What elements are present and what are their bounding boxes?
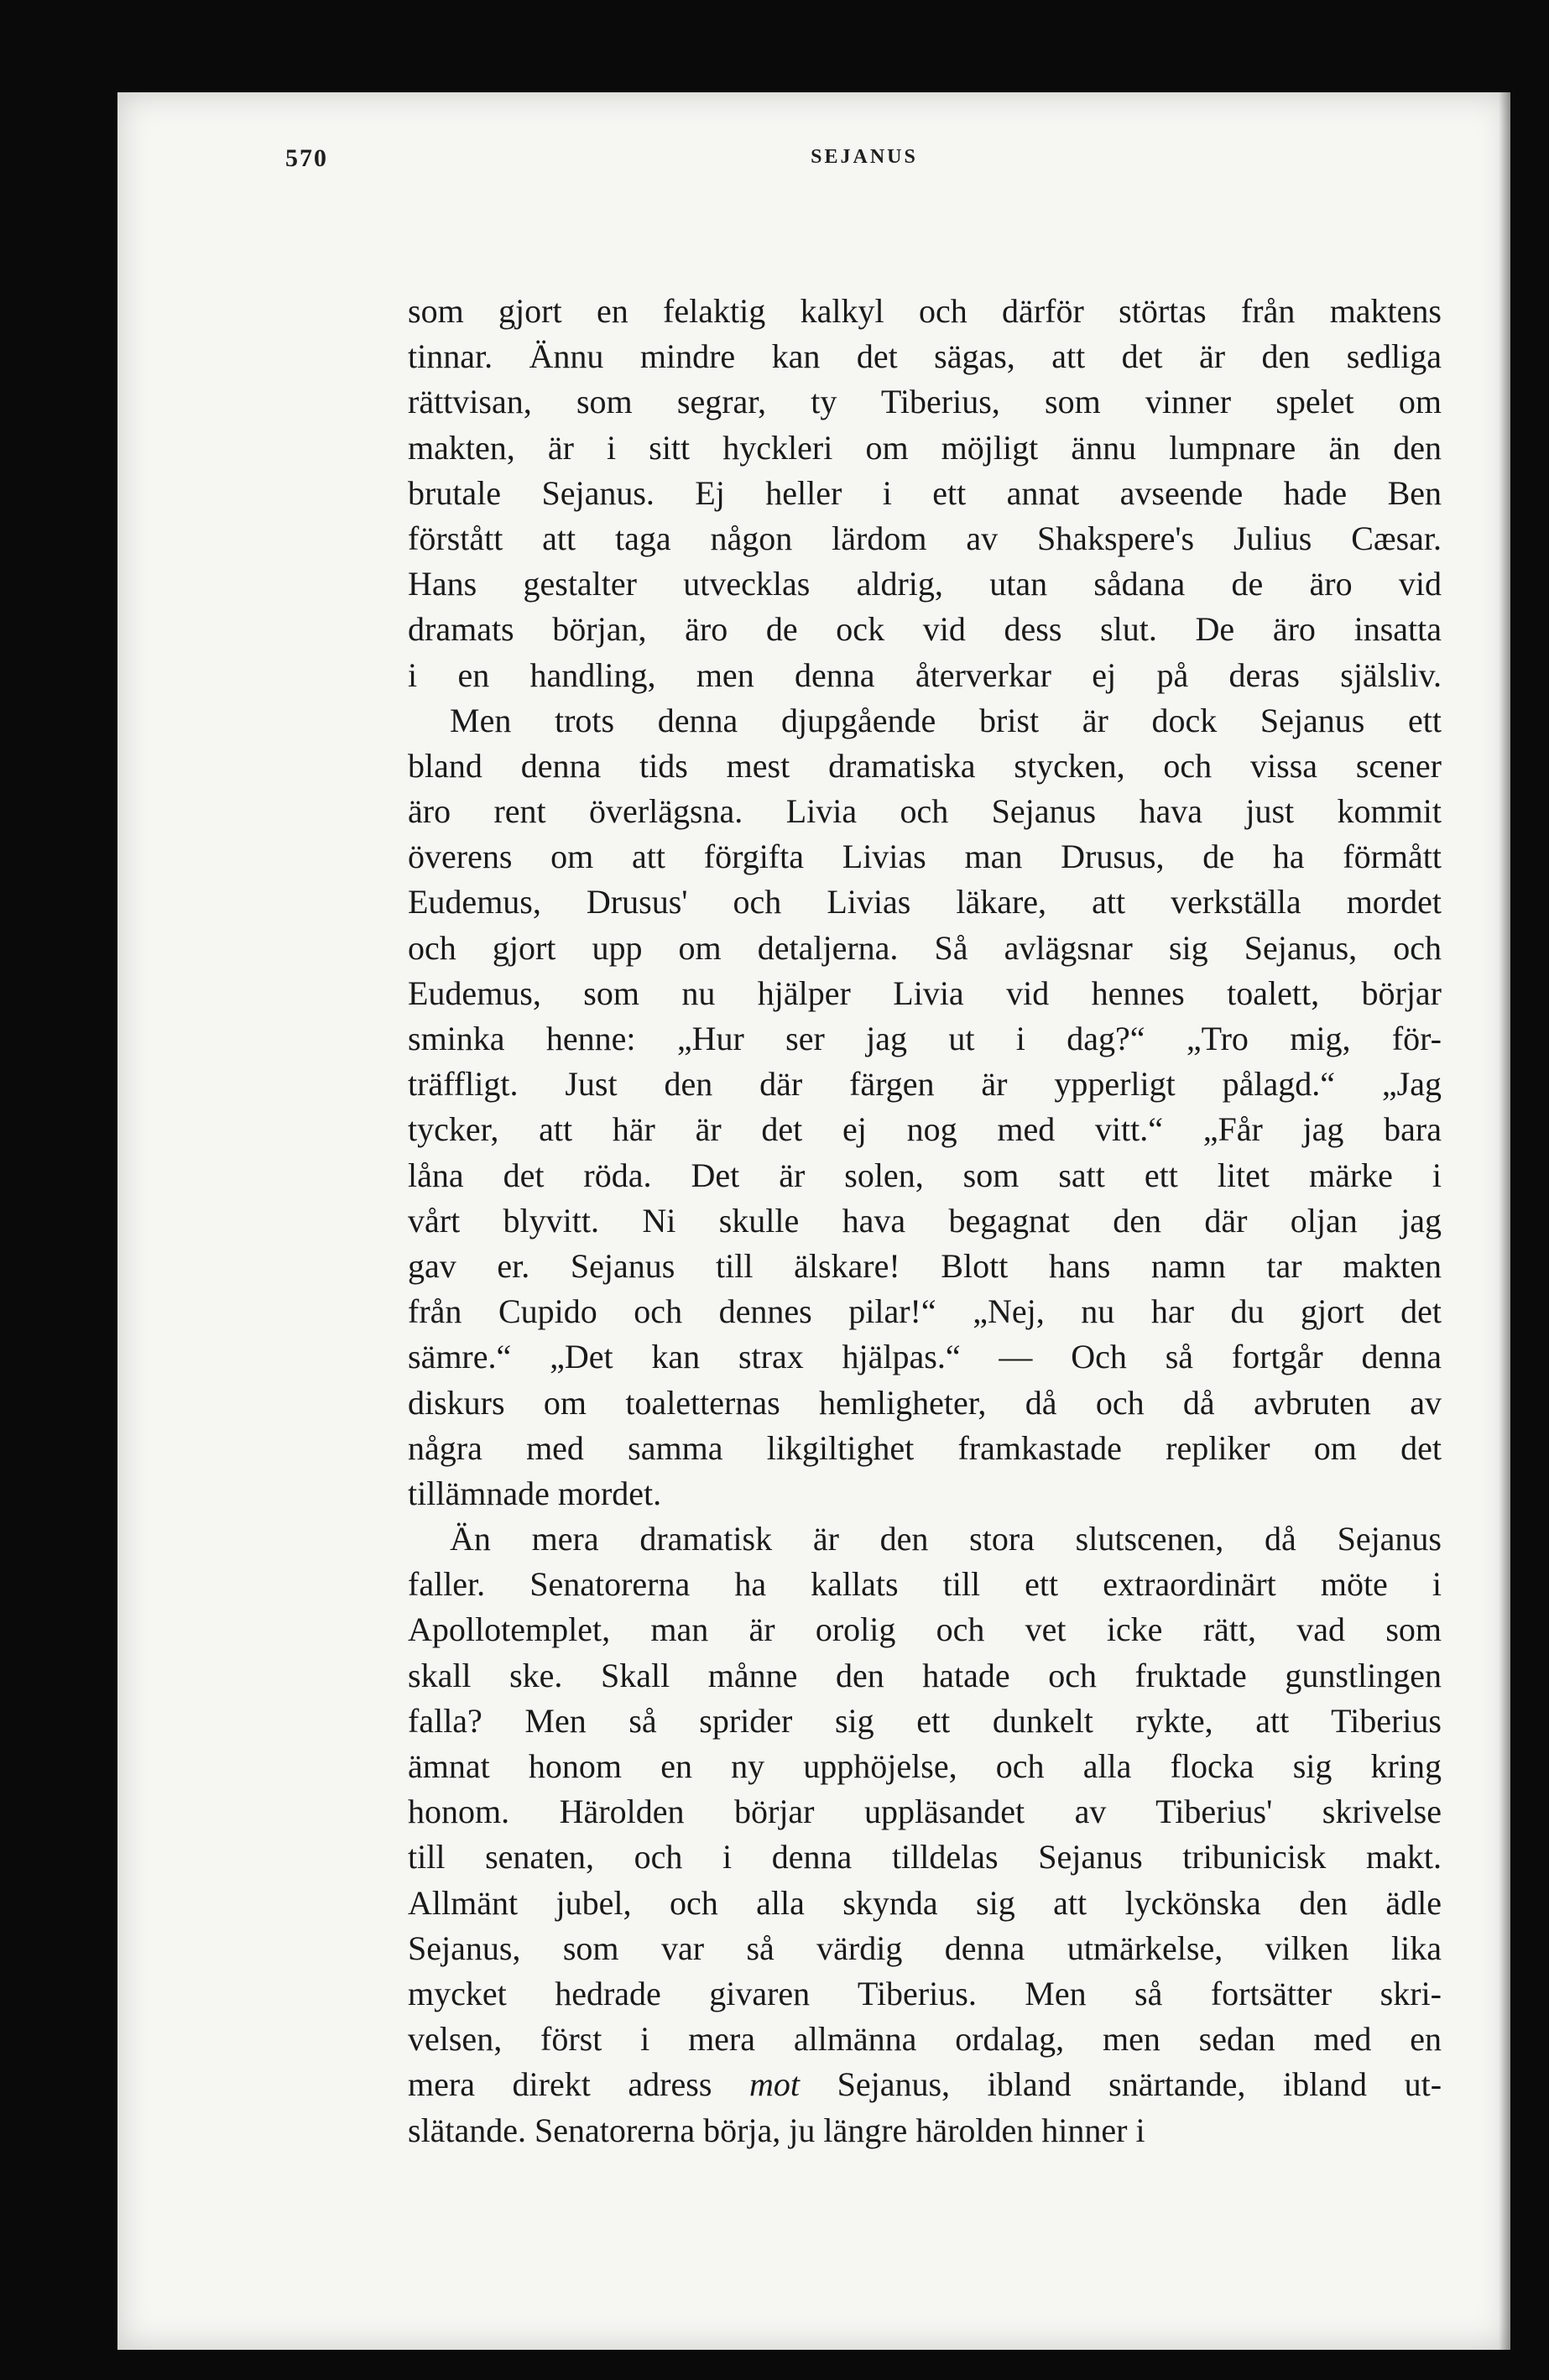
text-line: äro rent överlägsna. Livia och Sejanus hava just kommit <box>408 792 1442 831</box>
text-line: mycket hedrade givaren Tiberius. Men så fortsätter skri- <box>408 1974 1442 2012</box>
text-line: tycker, att här är det ej nog med vitt.“ „Får jag bara <box>408 1110 1442 1149</box>
text-line: dramats början, äro de ock vid dess slut. De äro insatta <box>408 610 1442 649</box>
text-line: Allmänt jubel, och alla skynda sig att lyckönska den ädle <box>408 1883 1442 1922</box>
text-line: tillämnade mordet. <box>408 1474 662 1512</box>
text-line: några med samma likgiltighet framkastade repliker om det <box>408 1428 1442 1467</box>
running-head: SEJANUS <box>811 146 918 168</box>
text-line: Apollotemplet, man är orolig och vet icke rätt, vad som <box>408 1610 1442 1649</box>
text-line: velsen, först i mera allmänna ordalag, men sedan med en <box>408 2020 1442 2059</box>
page-number: 570 <box>285 144 328 172</box>
text-line: faller. Senatorerna ha kallats till ett extraordinärt möte i <box>408 1565 1442 1604</box>
text-line: makten, är i sitt hyckleri om möjligt ännu lumpnare än den <box>408 428 1442 467</box>
text-line: och gjort upp om detaljerna. Så avlägsnar sig Sejanus, och <box>408 928 1442 967</box>
text-line-with-italic <box>408 2062 1442 2107</box>
text-line: sämre.“ „Det kan strax hjälpas.“ — Och så fortgår denna <box>408 1338 1442 1376</box>
text-line: i en handling, men denna återverkar ej på deras själsliv. <box>408 655 1442 694</box>
text-line: Sejanus, som var så värdig denna utmärkelse, vilken lika <box>408 1929 1442 1967</box>
text-line: Än mera dramatisk är den stora slutscenen, då Sejanus <box>450 1520 1442 1558</box>
text-line: brutale Sejanus. Ej heller i ett annat avseende hade Ben <box>408 473 1442 512</box>
text-line: från Cupido och dennes pilar!“ „Nej, nu har du gjort det <box>408 1292 1442 1331</box>
text-line: överens om att förgifta Livias man Drusus, de ha förmått <box>408 838 1442 876</box>
text-line: falla? Men så sprider sig ett dunkelt rykte, att Tiberius <box>408 1701 1442 1740</box>
text-line: Eudemus, Drusus' och Livias läkare, att verkställa mordet <box>408 883 1442 921</box>
page-edge-shadow <box>1499 92 1510 2350</box>
text-line: rättvisan, som segrar, ty Tiberius, som vinner spelet om <box>408 383 1442 421</box>
text-line: bland denna tids mest dramatiska stycken, och vissa scener <box>408 746 1442 785</box>
text-line: Men trots denna djupgående brist är dock Sejanus ett <box>450 701 1442 739</box>
page-header <box>285 144 1443 178</box>
text-line: träffligt. Just den där färgen är ypperligt pålagd.“ „Jag <box>408 1065 1442 1104</box>
text-line: låna det röda. Det är solen, som satt ett litet märke i <box>408 1156 1442 1194</box>
text-line: honom. Härolden börjar uppläsandet av Tiberius' skrivelse <box>408 1793 1442 1831</box>
text-segment: Sejanus, ibland snärtande, ibland ut- <box>837 2065 1442 2104</box>
text-line: skall ske. Skall månne den hatade och fruktade gunstlingen <box>408 1656 1442 1694</box>
text-line: vårt blyvitt. Ni skulle hava begagnat den där oljan jag <box>408 1201 1442 1240</box>
text-line: sminka henne: „Hur ser jag ut i dag?“ „Tro mig, för- <box>408 1020 1442 1057</box>
text-line: tinnar. Ännu mindre kan det sägas, att det är den sedliga <box>408 337 1442 376</box>
text-line: Hans gestalter utvecklas aldrig, utan sådana de äro vid <box>408 565 1442 603</box>
text-line: slätande. Senatorerna börja, ju längre härolden hinner i <box>408 2111 1145 2149</box>
text-line: till senaten, och i denna tilldelas Sejanus tribunicisk makt. <box>408 1838 1442 1876</box>
text-line: gav er. Sejanus till älskare! Blott hans namn tar makten <box>408 1246 1442 1285</box>
text-line: Eudemus, som nu hjälper Livia vid hennes toalett, börjar <box>408 973 1442 1012</box>
text-line: diskurs om toaletternas hemligheter, då och då avbruten av <box>408 1383 1442 1422</box>
text-segment: mera direkt adress <box>408 2065 712 2104</box>
text-line: som gjort en felaktig kalkyl och därför störtas från maktens <box>408 292 1442 330</box>
italic-word: mot <box>748 2065 800 2104</box>
text-line: förstått att taga någon lärdom av Shakspere's Julius Cæsar. <box>408 519 1442 557</box>
text-line: ämnat honom en ny upphöjelse, och alla flocka sig kring <box>408 1747 1442 1785</box>
body-text <box>408 289 1442 2153</box>
